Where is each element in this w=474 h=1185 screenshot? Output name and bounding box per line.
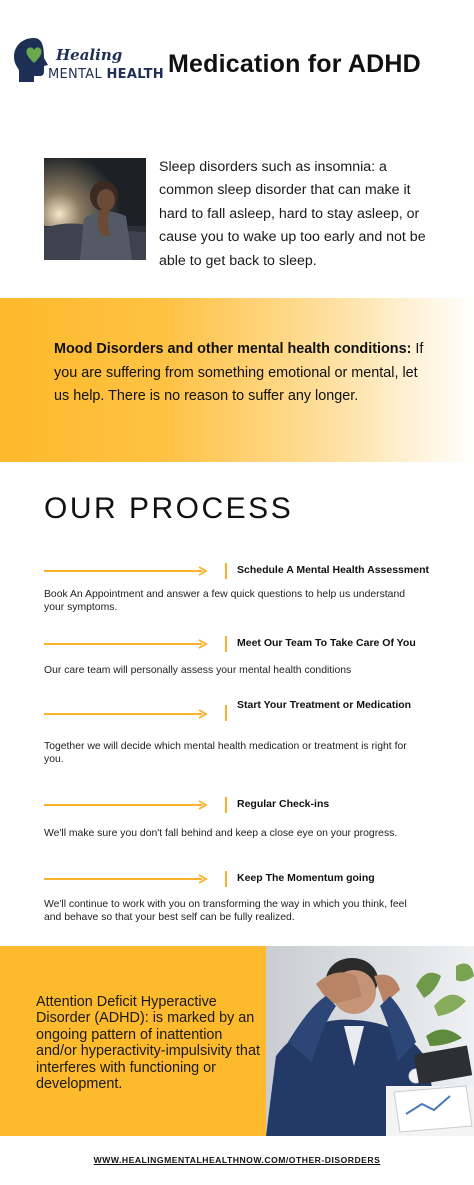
step-description: We'll make sure you don't fall behind and keep a close eye on your progress. <box>44 828 398 839</box>
step-divider <box>225 705 227 721</box>
step-description: Our care team will personally assess your mental health conditions <box>44 665 352 676</box>
arrow-right-icon <box>44 874 208 884</box>
step-title: Keep The Momentum going <box>237 872 375 884</box>
logo-mental-health-text <box>48 67 164 82</box>
arrow-right-icon <box>44 566 208 576</box>
arrow-right-icon <box>44 709 208 719</box>
mood-disorders-heading: Mood Disorders and other mental health conditions: <box>54 341 412 357</box>
step-description: Together we will decide which mental health medication or treatment is right for you. <box>44 741 407 766</box>
step-title: Regular Check-ins <box>237 798 330 810</box>
arrow-right-icon <box>44 800 208 810</box>
step-title: Meet Our Team To Take Care Of You <box>237 637 416 649</box>
footer-website-link[interactable]: WWW.HEALINGMENTALHEALTHNOW.COM/OTHER-DISORDERS <box>93 1155 381 1165</box>
stressed-man-photo <box>266 946 474 1136</box>
brand-logo[interactable] <box>12 36 162 92</box>
sleep-disorders-text: Sleep disorders such as insomnia: a common sleep disorder that can make it hard to fall asleep, hard to stay asleep, or cause you to wake up too early and not be able to get back to sleep. <box>159 159 426 269</box>
step-description: We'll continue to work with you on transforming the way in which you think, feel and behave so that your best self can be fully realized. <box>44 899 407 924</box>
process-title: OUR PROCESS <box>44 492 294 525</box>
arrow-right-icon <box>44 639 208 649</box>
step-title: Schedule A Mental Health Assessment <box>237 564 429 576</box>
step-description: Book An Appointment and answer a few quick questions to help us understand your symptoms. <box>44 589 406 614</box>
stressed-man-image <box>266 946 474 1136</box>
header <box>0 0 474 130</box>
adhd-description-text: Attention Deficit Hyperactive Disorder (ADHD): is marked by an ongoing pattern of inattention and/or hyperactivity-impulsivity that interferes with functioning or development. <box>36 994 260 1093</box>
page-title: Medication for ADHD <box>168 50 421 78</box>
step-divider <box>225 636 227 652</box>
logo-healing-text: Healing <box>56 46 123 64</box>
sleep-photo <box>44 158 146 260</box>
mood-disorders-text <box>54 338 424 409</box>
step-divider <box>225 871 227 887</box>
logo-mental-word: MENTAL <box>48 67 103 82</box>
step-divider <box>225 797 227 813</box>
mood-disorders-body: If you are suffering from something emotional or mental, let us help. There is no reason to suffer any longer. <box>54 341 424 404</box>
logo-health-word: HEALTH <box>106 67 164 82</box>
insomnia-woman-image <box>44 158 146 260</box>
step-divider <box>225 563 227 579</box>
step-title: Start Your Treatment or Medication <box>237 699 412 711</box>
